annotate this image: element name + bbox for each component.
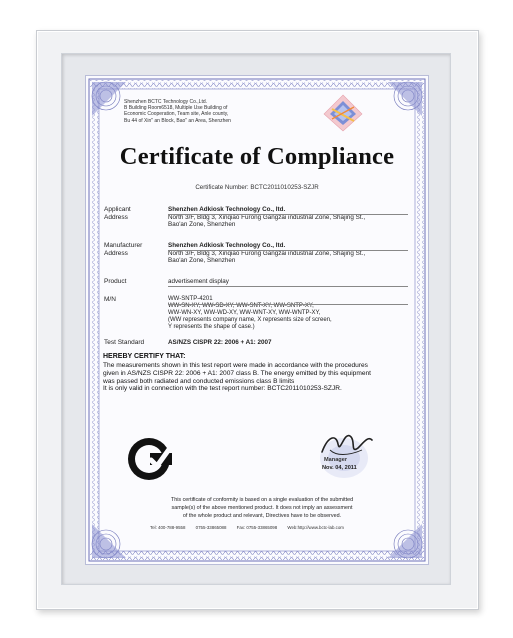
certify-line: was passed both radiated and conducted emissions class B limits (103, 377, 295, 385)
manufacturer-address-line: Bao'an Zone, Shenzhen (168, 257, 236, 265)
mn-label: M/N (104, 296, 116, 303)
lab-address-line: B Building Room6518, Multiple Use Building of (124, 105, 228, 112)
mn-line: Y represents the shape of case.) (168, 324, 255, 330)
certify-line: It is only valid in connection with the test report number: BCTC2011010253-SZJR. (103, 385, 342, 393)
certify-heading: HEREBY CERTIFY THAT: (103, 353, 186, 360)
conformity-disclaimer (131, 496, 393, 520)
test-standard-value: AS/NZS CISPR 22: 2006 + A1: 2007 (168, 339, 272, 346)
certificate-content (86, 76, 428, 564)
lab-address-line: Economic Cooperation, Team site, Anle county, (124, 111, 229, 118)
disclaimer-line: This certificate of conformity is based on a single evaluation of the submitted (170, 497, 354, 503)
manufacturer-label: Manufacturer Address (104, 242, 143, 257)
disclaimer-line: of the whole product and relevant, Directives have to be observed. (182, 513, 342, 519)
contact-web: Web:http://www.bctc-lab.com (287, 525, 344, 530)
disclaimer-line: sample(s) of the above mentioned product. It does not imply an assessment (171, 505, 353, 511)
contact-tel: Tel: 400-788-9558 (150, 525, 186, 530)
applicant-name: Shenzhen Adkiosk Technology Co., ltd. (168, 206, 286, 213)
certificate-title: Certificate of Compliance (119, 143, 395, 170)
manager-signature-icon (314, 426, 378, 482)
certificate-paper (85, 75, 429, 565)
mn-line: (WW represents company name, X represents size of screen, (168, 317, 332, 323)
divider (168, 286, 408, 287)
lab-address-block (124, 99, 294, 124)
applicant-label: Applicant Address (104, 206, 131, 221)
contact-fax: Fax: 0755-33865098 (236, 525, 278, 530)
applicant-address-line: Bao'an Zone, Shenzhen (168, 221, 236, 229)
manufacturer-name: Shenzhen Adkiosk Technology Co., ltd. (168, 242, 286, 249)
mn-line: WW-SN-XY, WW-SD-XY, WW-SNT-XY, WW-SNTP-XY, (168, 303, 314, 309)
divider (168, 304, 408, 305)
certificate-number: Certificate Number: BCTC2011010253-SZJR (195, 184, 319, 191)
applicant-value (168, 206, 365, 229)
product-label: Product (104, 278, 127, 285)
applicant-address-line: North 3/F, Bldg 3, Xinqiao Furong Gangzai industrial Zone, Shajing St., (168, 213, 366, 221)
product-value: advertisement display (168, 278, 229, 285)
c-tick-mark-icon (126, 436, 172, 482)
certify-statement (103, 362, 371, 393)
certify-line: given in AS/NZS CISPR 22: 2006 + A1: 2007 class B. The energy emitted by this equipment (103, 369, 371, 377)
mn-value (168, 296, 332, 331)
stamp-date: Nov. 04, 2011 (322, 465, 357, 471)
manufacturer-value (168, 242, 365, 265)
divider (168, 214, 408, 215)
lab-contact-line (150, 525, 353, 530)
contact-tel-2: 0755-33865088 (195, 525, 227, 530)
certify-line: The measurements shown in this test report were made in accordance with the procedures (103, 362, 368, 369)
stamp-title: Manager (324, 457, 348, 463)
mn-line: WW-WN-XY, WW-WD-XY, WW-WNT-XY, WW-WNTP-XY, (168, 310, 321, 316)
lab-address-line: Bu 44 of Xin" an Block, Bao" an Area, Shenzhen (124, 117, 231, 124)
bctc-logo-icon (322, 93, 364, 133)
divider (168, 250, 408, 251)
mn-line: WW-SNTP-4201 (168, 296, 213, 302)
test-standard-label: Test Standard (104, 339, 145, 346)
manufacturer-address-line: North 3/F, Bldg 3, Xinqiao Furong Gangzai industrial Zone, Shajing St., (168, 249, 366, 257)
lab-address-line: Shenzhen BCTC Technology Co.,Ltd. (124, 99, 208, 105)
